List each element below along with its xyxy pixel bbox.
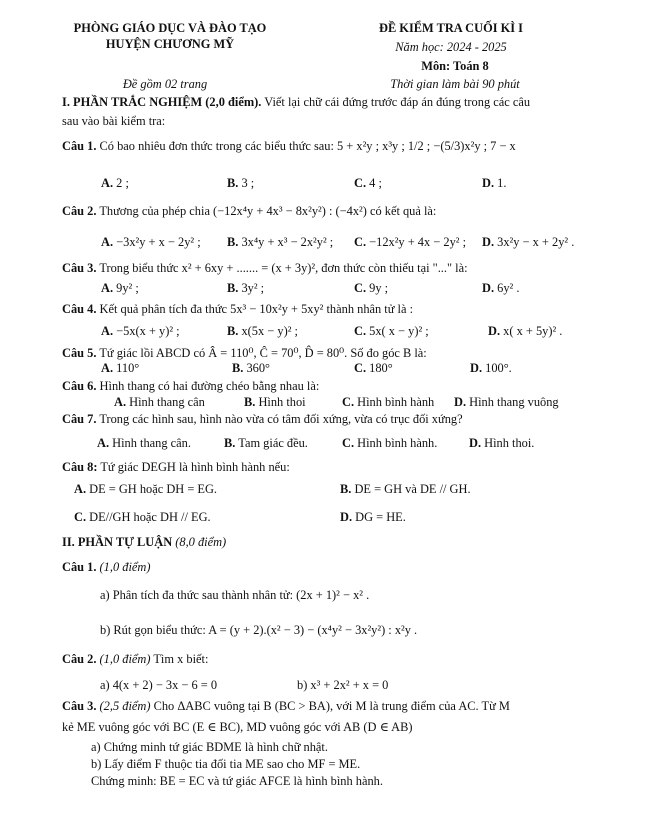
q4-option-b: B. x(5x − y)² ; xyxy=(227,324,298,338)
essay-q1-part-a: a) Phân tích đa thức sau thành nhân tử: (2x + 1)² − x² . xyxy=(100,588,370,602)
question-3 xyxy=(62,261,468,275)
q2-option-a: A. −3x²y + x − 2y² ; xyxy=(101,235,201,249)
essay-q3-part-b: b) Lấy điểm F thuộc tia đối tia ME sao cho MF = ME. xyxy=(91,757,361,771)
department-name: PHÒNG GIÁO DỤC VÀ ĐÀO TẠO xyxy=(73,21,267,35)
q6-option-b: B. Hình thoi xyxy=(244,395,306,409)
q1-option-c: C. 4 ; xyxy=(354,176,382,190)
essay-q3-text-cont: kẻ ME vuông góc với BC (E ∈ BC), MD vuông góc với AB (D ∈ AB) xyxy=(62,720,413,734)
page-count-note: Đề gồm 02 trang xyxy=(122,77,208,91)
q8-option-c: C. DE//GH hoặc DH // EG. xyxy=(74,510,211,524)
q2-option-c: C. −12x²y + 4x − 2y² ; xyxy=(354,235,467,249)
subject: Môn: Toán 8 xyxy=(421,59,489,73)
district-name: HUYỆN CHƯƠNG MỸ xyxy=(105,37,235,51)
q3-option-a: A. 9y² ; xyxy=(101,281,139,295)
question-label: Câu 7. xyxy=(62,412,97,426)
essay-question-3 xyxy=(62,699,510,713)
essay-q1-part-b: b) Rút gọn biểu thức: A = (y + 2).(x² − 3) − (x⁴y² − 3x²y²) : x²y . xyxy=(100,623,418,637)
q1-option-d: D. 1. xyxy=(482,176,507,190)
q7-option-b: B. Tam giác đều. xyxy=(224,436,308,450)
question-2 xyxy=(62,204,436,218)
q1-option-a: A. 2 ; xyxy=(101,176,129,190)
question-points: (2,5 điểm) xyxy=(96,699,151,713)
question-text: Tứ giác lồi ABCD có Â = 110⁰, Ĉ = 70⁰, D̂ = 80⁰. Số đo góc B là: xyxy=(99,346,427,360)
q8-option-a: A. DE = GH hoặc DH = EG. xyxy=(74,482,218,496)
q1-option-b: B. 3 ; xyxy=(227,176,255,190)
q3-option-b: B. 3y² ; xyxy=(227,281,265,295)
question-label: Câu 1. xyxy=(62,560,97,574)
q5-option-c: C. 180° xyxy=(354,361,393,375)
q2-option-b: B. 3x⁴y + x³ − 2x²y² ; xyxy=(227,235,334,249)
part1-instruction-cont: sau vào bài kiểm tra: xyxy=(62,114,166,128)
q4-option-d: D. x( x + 5y)² . xyxy=(488,324,563,338)
question-text: Kết quả phân tích đa thức 5x³ − 10x²y + 5xy² thành nhân tử là : xyxy=(99,302,414,316)
q6-option-c: C. Hình bình hành xyxy=(342,395,435,409)
part1-heading xyxy=(62,95,530,109)
question-points: (1,0 điểm) xyxy=(96,652,151,666)
question-text: Trong các hình sau, hình nào vừa có tâm đối xứng, vừa có trục đối xứng? xyxy=(99,412,463,426)
question-label: Câu 3. xyxy=(62,699,97,713)
q7-option-c: C. Hình bình hành. xyxy=(342,436,438,450)
part1-title: I. PHẦN TRẮC NGHIỆM (2,0 điểm). xyxy=(62,95,262,109)
question-1 xyxy=(62,139,516,153)
essay-q2-part-a: a) 4(x + 2) − 3x − 6 = 0 xyxy=(100,678,218,692)
q8-option-d: D. DG = HE. xyxy=(340,510,406,524)
time-limit: Thời gian làm bài 90 phút xyxy=(390,77,520,91)
question-text: Cho ΔABC vuông tại B (BC > BA), với M là trung điểm của AC. Từ M xyxy=(150,699,510,713)
question-label: Câu 5. xyxy=(62,346,97,360)
question-text: Có bao nhiêu đơn thức trong các biểu thức sau: 5 + x²y ; x³y ; 1/2 ; −(5/3)x²y ; 7 − x xyxy=(99,139,516,153)
part2-title: II. PHẦN TỰ LUẬN xyxy=(62,535,173,549)
essay-question-2 xyxy=(62,652,208,666)
school-year: Năm học: 2024 - 2025 xyxy=(395,40,507,54)
question-label: Câu 3. xyxy=(62,261,97,275)
q7-option-a: A. Hình thang cân. xyxy=(97,436,191,450)
question-6 xyxy=(62,379,319,393)
question-4 xyxy=(62,302,413,316)
q7-option-d: D. Hình thoi. xyxy=(469,436,535,450)
exam-title: ĐỀ KIỂM TRA CUỐI KÌ I xyxy=(378,21,524,35)
q8-option-b: B. DE = GH và DE // GH. xyxy=(340,482,471,496)
q5-option-a: A. 110° xyxy=(101,361,140,375)
question-8 xyxy=(62,460,290,474)
question-text: Tứ giác DEGH là hình bình hành nếu: xyxy=(100,460,290,474)
q3-option-c: C. 9y ; xyxy=(354,281,389,295)
essay-q3-part-a: a) Chứng minh tứ giác BDME là hình chữ nhật. xyxy=(91,740,328,754)
q5-option-b: B. 360° xyxy=(232,361,271,375)
question-label: Câu 2. xyxy=(62,204,97,218)
question-label: Câu 2. xyxy=(62,652,97,666)
question-points: (1,0 điểm) xyxy=(96,560,151,574)
q6-option-a: A. Hình thang cân xyxy=(114,395,205,409)
question-label: Câu 8: xyxy=(62,460,98,474)
question-text: Thương của phép chia (−12x⁴y + 4x³ − 8x²y²) : (−4x²) có kết quả là: xyxy=(99,204,437,218)
q4-option-a: A. −5x(x + y)² ; xyxy=(101,324,180,338)
question-label: Câu 1. xyxy=(62,139,97,153)
part2-points: (8,0 điểm) xyxy=(172,535,227,549)
essay-q2-part-b: b) x³ + 2x² + x = 0 xyxy=(297,678,389,692)
q5-option-d: D. 100°. xyxy=(470,361,512,375)
q4-option-c: C. 5x( x − y)² ; xyxy=(354,324,429,338)
essay-q3-part-c: Chứng minh: BE = EC và tứ giác AFCE là hình bình hành. xyxy=(91,774,383,788)
q2-option-d: D. 3x²y − x + 2y² . xyxy=(482,235,575,249)
question-text: Trong biểu thức x² + 6xy + ....... = (x + 3y)², đơn thức còn thiếu tại "..." là: xyxy=(99,261,468,275)
question-label: Câu 6. xyxy=(62,379,97,393)
question-7 xyxy=(62,412,463,426)
question-label: Câu 4. xyxy=(62,302,97,316)
q3-option-d: D. 6y² . xyxy=(482,281,520,295)
question-5 xyxy=(62,346,427,360)
essay-question-1 xyxy=(62,560,150,574)
question-text: Hình thang có hai đường chéo bằng nhau là: xyxy=(99,379,320,393)
q6-option-d: D. Hình thang vuông xyxy=(454,395,559,409)
question-text: Tìm x biết: xyxy=(150,652,209,666)
part2-heading xyxy=(62,535,226,549)
part1-instruction: Viết lại chữ cái đứng trước đáp án đúng trong các câu xyxy=(261,95,531,109)
